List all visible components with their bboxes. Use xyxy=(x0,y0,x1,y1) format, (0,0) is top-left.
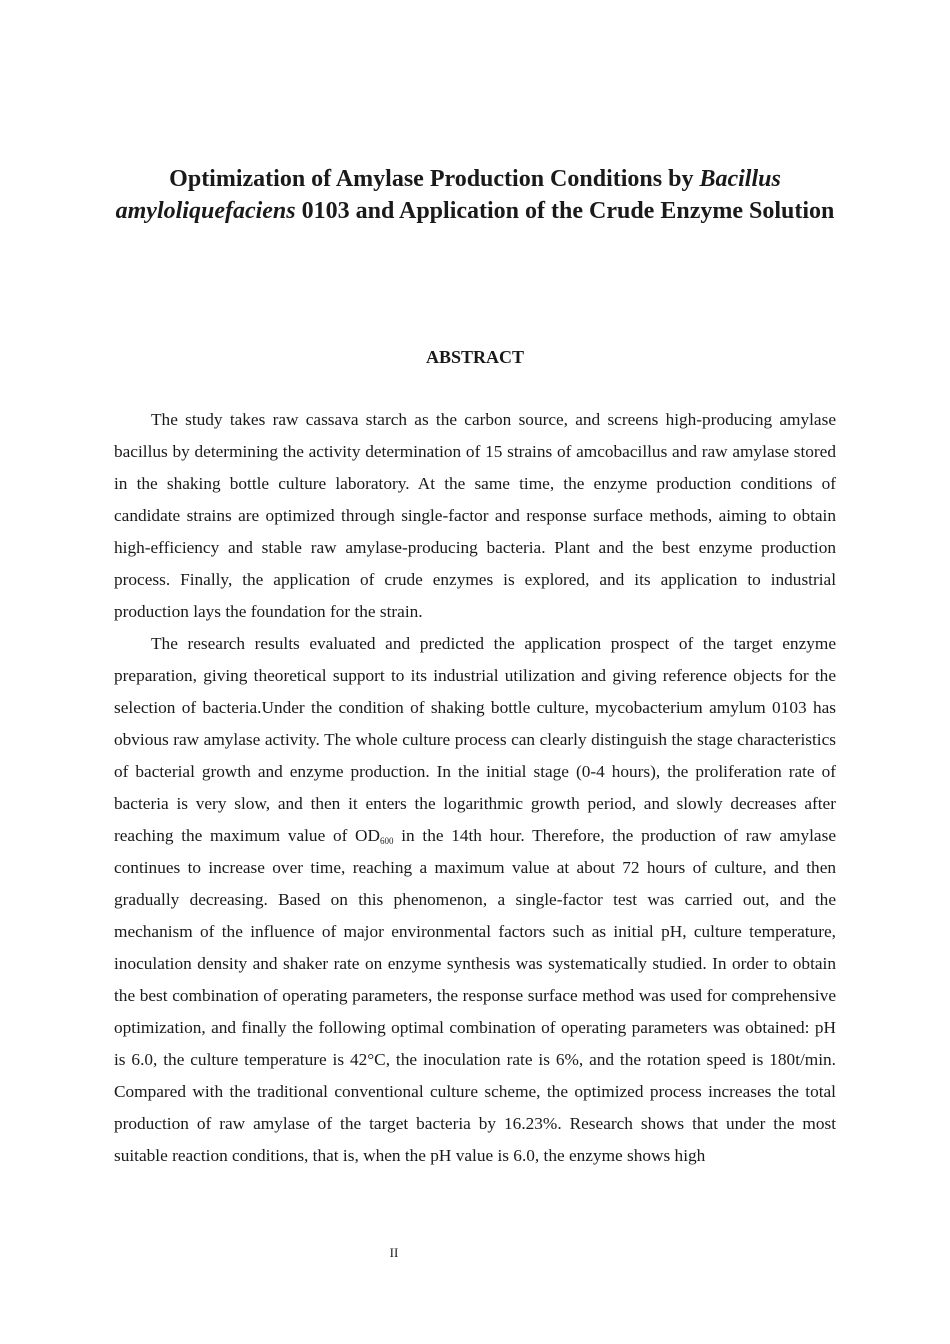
abstract-paragraph-1: The study takes raw cassava starch as the carbon source, and screens high-producing amylase bacillus by determining the activity determination of 15 strains of amcobacillus and raw amylase stored in the shaking bottle culture laboratory. At the same time, the enzyme production conditions of candidate strains are optimized through single-factor and response surface methods, aiming to obtain high-efficiency and stable raw amylase-producing bacteria. Plant and the best enzyme production process. Finally, the application of crude enzymes is explored, and its application to industrial production lays the foundation for the strain. xyxy=(114,410,836,621)
abstract-body xyxy=(114,404,836,1172)
title-species-name: Bacillus amyloliquefaciens xyxy=(115,166,781,224)
abstract-paragraph-2-text-after: in the 14th hour. Therefore, the production of raw amylase continues to increase over time, reaching a maximum value at about 72 hours of culture, and then gradually decreasing. Based on this phenomenon, a single-factor test was carried out, and the mechanism of the influence of major environmental factors such as initial pH, culture temperature, inoculation density and shaker rate on enzyme synthesis was systematically studied. In order to obtain the best combination of operating parameters, the response surface method was used for comprehensive optimization, and finally the following optimal combination of operating parameters was obtained: pH is 6.0, the culture temperature is 42°C, the inoculation rate is 6%, and the rotation speed is 180t/min. Compared with the traditional conventional culture scheme, the optimized process increases the total production of raw amylase of the target bacteria by 16.23%. Research shows that under the most suitable reaction conditions, that is, when the pH value is 6.0, the enzyme shows high xyxy=(114,826,836,1165)
title-text-part2: 0103 and Application of the Crude Enzyme Solution xyxy=(295,198,835,224)
abstract-paragraph-2 xyxy=(114,628,836,1172)
title-text-part1: Optimization of Amylase Production Conditions by xyxy=(169,166,700,192)
paper-title xyxy=(110,163,840,227)
abstract-heading: ABSTRACT xyxy=(425,347,525,367)
abstract-paragraph-2-text-before: The research results evaluated and predicted the application prospect of the target enzyme preparation, giving theoretical support to its industrial utilization and giving reference objects for the selection of bacteria.Under the condition of shaking bottle culture, mycobacterium amylum 0103 has obvious raw amylase activity. The whole culture process can clearly distinguish the stage characteristics of bacterial growth and enzyme production. In the initial stage (0-4 hours), the proliferation rate of bacteria is very slow, and then it enters the logarithmic growth period, and slowly decreases after reaching the maximum value of OD xyxy=(114,634,836,845)
od-subscript: 600 xyxy=(380,836,394,846)
page-number: II xyxy=(389,1245,399,1260)
